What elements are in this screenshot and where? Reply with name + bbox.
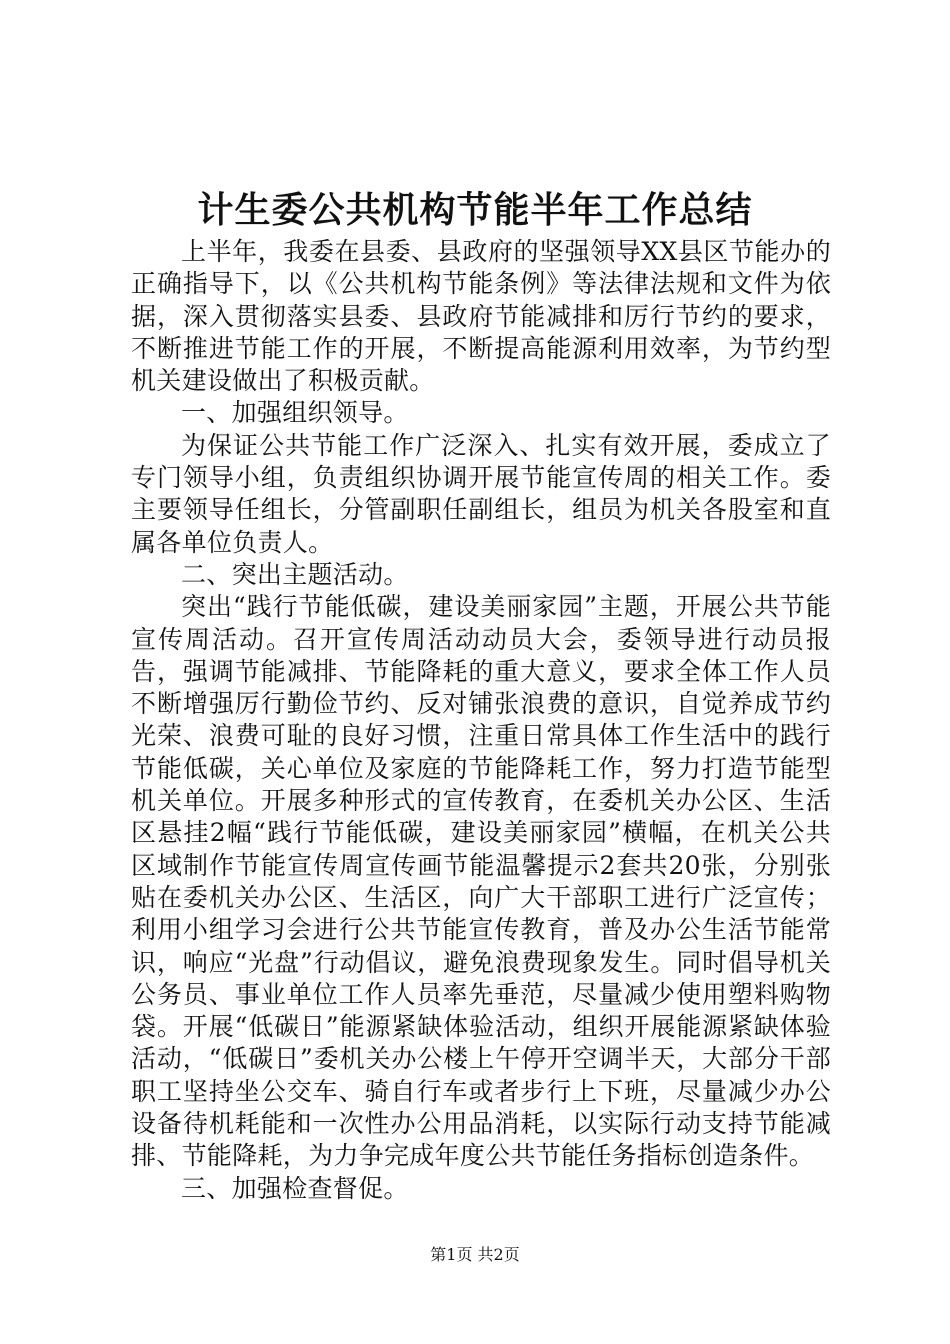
document-body: [131, 236, 831, 1205]
section-1-paragraph: 为保证公共节能工作广泛深入、扎实有效开展，委成立了专门领导小组，负责组织协调开展节能宣传周的相关工作。委主要领导任组长，分管副职任副组长，组员为机关各股室和直属各单位负责人。: [131, 430, 831, 557]
intro-paragraph: 上半年，我委在县委、县政府的坚强领导XX县区节能办的正确指导下，以《公共机构节能条例》等法律法规和文件为依据，深入贯彻落实县委、县政府节能减排和厉行节约的要求，不断推进节能工作的开展，不断提高能源利用效率，为节约型机关建设做出了积极贡献。: [131, 237, 831, 396]
section-2-paragraph: 突出“践行节能低碳，建设美丽家园”主题，开展公共节能宣传周活动。召开宣传周活动动员大会，委领导进行动员报告，强调节能减排、节能降耗的重大意义，要求全体工作人员不断增强厉行勤俭节约、反对铺张浪费的意识，自觉养成节约光荣、浪费可耻的良好习惯，注重日常具体工作生活中的践行节能低碳，关心单位及家庭的节能降耗工作，努力打造节能型机关单位。开展多种形式的宣传教育，在委机关办公区、生活区悬挂2幅“践行节能低碳，建设美丽家园”横幅，在机关公共区域制作节能宣传周宣传画节能温馨提示2套共20张，分别张贴在委机关办公区、生活区，向广大干部职工进行广泛宣传；利用小组学习会进行公共节能宣传教育，普及办公生活节能常识，响应“光盘”行动倡议，避免浪费现象发生。同时倡导机关公务员、事业单位工作人员率先垂范，尽量减少使用塑料购物袋。开展“低碳日”能源紧缺体验活动，组织开展能源紧缺体验活动，“低碳日”委机关办公楼上午停开空调半天，大部分干部职工坚持坐公交车、骑自行车或者步行上下班，尽量减少办公设备待机耗能和一次性办公用品消耗，以实际行动支持节能减排、节能降耗，为力争完成年度公共节能任务指标创造条件。: [131, 592, 831, 1171]
section-heading-1: 一、加强组织领导。: [181, 398, 409, 428]
page-footer: 第1页 共2页: [430, 1245, 520, 1264]
section-heading-3: 三、加强检查督促。: [181, 1173, 409, 1203]
document-title: 计生委公共机构节能半年工作总结: [197, 190, 753, 231]
section-heading-2: 二、突出主题活动。: [181, 559, 409, 589]
